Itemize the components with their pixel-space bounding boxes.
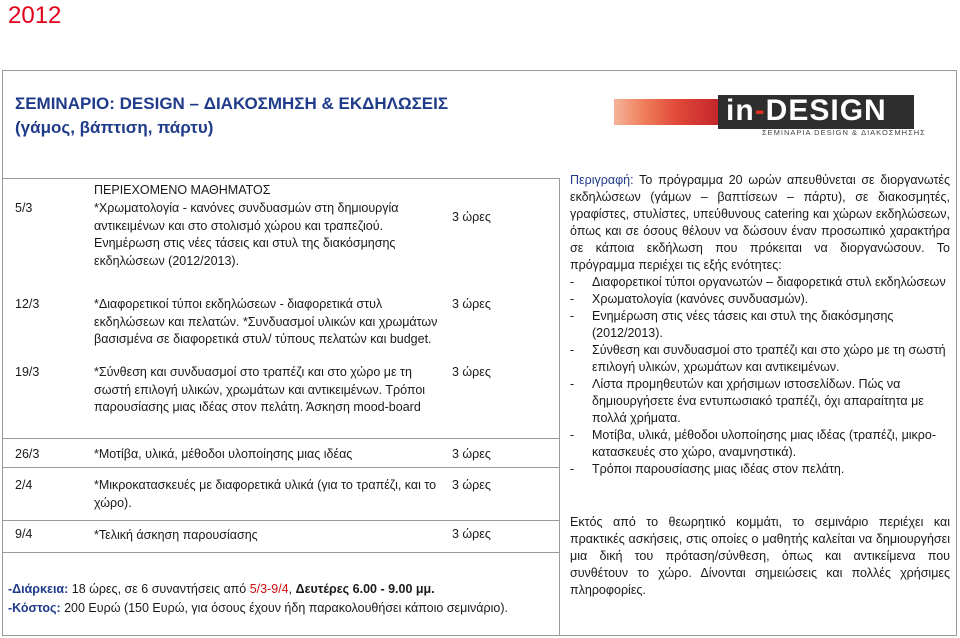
row-divider (2, 552, 560, 553)
description-intro-text: Το πρόγραμμα 20 ωρών απευθύνεται σε διοργανωτές εκδηλώσεων (γάμων – βαπτίσεων – πάρτυ), σε διακοσμητές, γραφίστες, στυλίστες, υπεύθυνους catering και χώρων εκδηλώσεων, όπως και σε όσους θέλουν να δώσουν έναν προσωπικό χαρακτήρα σε κάποια εκδήλωση που πρόκειται να διοργανώσουν. Το πρόγραμμα περιέχει τις εξής ενότητες: (570, 173, 950, 272)
schedule-top-rule (2, 178, 560, 179)
topics-list (570, 274, 950, 478)
row-divider (2, 520, 560, 521)
duration-sep: , (288, 582, 296, 596)
title-line-2: (γάμος, βάπτιση, πάρτυ) (15, 118, 214, 137)
topic-item: - Σύνθεση και συνδυασμοί στο τραπέζι και στο χώρο με τη σωστή επιλογή υλικών, χρωμάτων και αντικειμένων. (570, 342, 950, 376)
row-date: 19/3 (15, 365, 40, 379)
description-block (570, 172, 950, 478)
topic-item: - Τρόποι παρουσίασης μιας ιδέας στον πελάτη. (570, 461, 950, 478)
duration-line (8, 580, 558, 599)
row-date: 26/3 (15, 447, 40, 461)
topic-item: - Χρωματολογία (κανόνες συνδυασμών). (570, 291, 950, 308)
row-hours: 3 ώρες (452, 210, 491, 224)
row-date: 2/4 (15, 478, 33, 492)
logo-brand-dash: - (754, 94, 766, 127)
page-title (15, 92, 448, 140)
schedule-header: ΠΕΡΙΕΧΟΜΕΝΟ ΜΑΘΗΜΑΤΟΣ (94, 183, 271, 197)
logo-brand-a: in (726, 94, 755, 127)
row-hours: 3 ώρες (452, 447, 491, 461)
row-content: *Διαφορετικοί τύποι εκδηλώσεων - διαφορετικά στυλ εκδηλώσεων και πελατών. *Συνδυασμοί υλικών και χρωμάτων βασισμένα σε διαφορετικά στυλ/ τύπους πελατών και budget. (94, 297, 438, 346)
topic-item: - Ενημέρωση στις νέες τάσεις και στυλ της διακόσμησης (2012/2013). (570, 308, 950, 342)
topic-item: - Λίστα προμηθευτών και χρήσιμων ιστοσελίδων. Πώς να δημιουργήσετε ένα εντυπωσιακό τραπέζι, όχι απαραίτητα με πολλά χρήματα. (570, 376, 950, 427)
logo-color-bar (614, 99, 718, 125)
row-hours: 3 ώρες (452, 365, 491, 379)
cost-text: 200 Ευρώ (150 Ευρώ, για όσους έχουν ήδη παρακολουθήσει κάποιο σεμινάριο). (60, 601, 509, 615)
logo-brand (726, 95, 887, 127)
cost-label: -Κόστος: (8, 601, 61, 615)
row-divider (2, 467, 560, 468)
row-hours: 3 ώρες (452, 527, 491, 541)
row-content: *Χρωματολογία - κανόνες συνδυασμών στη δημιουργία αντικειμένων και στο στολισμό χώρου και τραπεζιού. Ενημέρωση στις νέες τάσεις και στυλ της διακόσμησης εκδηλώσεων (2012/2013). (94, 201, 399, 268)
logo (614, 94, 926, 139)
topic-item: - Διαφορετικοί τύποι οργανωτών – διαφορετικά στυλ εκδηλώσεων (570, 274, 950, 291)
duration-text: 18 ώρες, σε 6 συναντήσεις από (68, 582, 250, 596)
logo-brand-b: DESIGN (765, 94, 887, 127)
duration-label: -Διάρκεια: (8, 582, 69, 596)
footer-info (8, 580, 558, 618)
row-date: 5/3 (15, 201, 33, 215)
topic-item: - Μοτίβα, υλικά, μέθοδοι υλοποίησης μιας ιδέας (τραπέζι, μικρο-κατασκευές στο χώρο, αναμνηστικά). (570, 427, 950, 461)
duration-days: Δευτέρες 6.00 - 9.00 μμ. (295, 582, 435, 596)
row-content: *Τελική άσκηση παρουσίασης (94, 528, 258, 542)
year-heading: 2012 (8, 2, 62, 29)
title-line-1: ΣΕΜΙΝΑΡΙΟ: DESIGN – ΔΙΑΚΟΣΜΗΣΗ & ΕΚΔΗΛΩΣΕΙΣ (15, 94, 449, 113)
description-intro (570, 172, 950, 274)
cost-line (8, 599, 558, 618)
schedule-vertical-rule (559, 178, 560, 636)
row-date: 12/3 (15, 297, 40, 311)
row-content: *Σύνθεση και συνδυασμοί στο τραπέζι και στο χώρο με τη σωστή επιλογή υλικών, χρωμάτων και αντικειμένων. Τρόποι παρουσίασης μιας ιδέας στον πελάτη. Άσκηση mood-board (94, 365, 426, 414)
description-label: Περιγραφή: (570, 173, 634, 187)
logo-tagline: ΣΕΜΙΝΑΡΙΑ DESIGN & ΔΙΑΚΟΣΜΗΣΗΣ (762, 128, 926, 137)
row-content: *Μικροκατασκευές με διαφορετικά υλικά (για το τραπέζι, και το χώρο). (94, 478, 437, 510)
row-hours: 3 ώρες (452, 478, 491, 492)
row-content: *Μοτίβα, υλικά, μέθοδοι υλοποίησης μιας ιδέας (94, 447, 353, 461)
description-closing: Εκτός από το θεωρητικό κομμάτι, το σεμινάριο περιέχει και πρακτικές ασκήσεις, στις οποίες ο μαθητής καλείται να δημιουργήσει μια δική του πρόταση/σύνθεση, όπως και αντικείμενα που συνθέτουν το χώρο. Δίνονται σημειώσεις και πολλές χρήσιμες πληροφορίες. (570, 515, 950, 597)
row-date: 9/4 (15, 527, 33, 541)
row-divider (2, 438, 560, 439)
duration-dates: 5/3-9/4 (249, 582, 289, 596)
row-hours: 3 ώρες (452, 297, 491, 311)
